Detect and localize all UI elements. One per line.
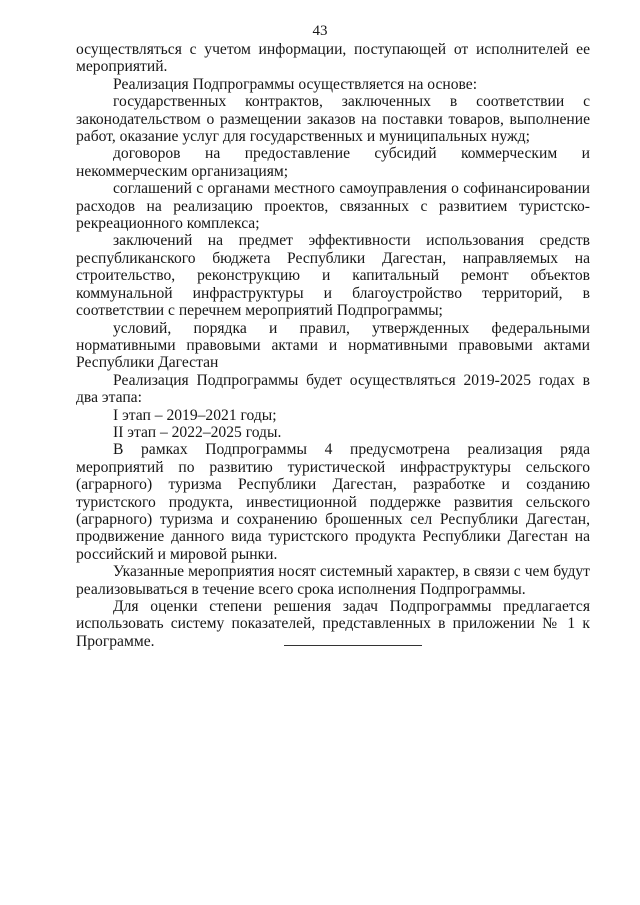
- paragraph: заключений на предмет эффективности использования средств республиканского бюджета Республики Дагестан, направляемых на строительство, реконструкцию и капитальный ремонт объектов коммунальной инфраструктуры и благоустройство территорий, в соответствии с перечнем мероприятий Подпрограммы;: [76, 232, 590, 320]
- paragraph: В рамках Подпрограммы 4 предусмотрена реализация ряда мероприятий по развитию туристической инфраструктуры сельского (аграрного) туризма Республики Дагестан, разработке и созданию туристского продукта, инвестиционной поддержке развития сельского (аграрного) туризма и сохранению брошенных сел Республики Дагестан, продвижение данного вида туристского продукта Республики Дагестан на российский и мировой рынки.: [76, 441, 590, 563]
- paragraph: Реализация Подпрограммы осуществляется на основе:: [113, 75, 478, 93]
- paragraph: договоров на предоставление субсидий коммерческим и некоммерческим организациям;: [76, 145, 590, 180]
- paragraph: I этап – 2019–2021 годы;: [113, 406, 277, 424]
- paragraph: соглашений с органами местного самоуправления о софинансировании расходов на реализацию проектов, связанных с развитием туристско-рекреационного комплекса;: [76, 180, 590, 233]
- paragraph: Для оценки степени решения задач Подпрограммы предлагается использовать систему показателей, представленных в приложении № 1 к Программе.: [76, 598, 590, 650]
- end-divider: [284, 645, 422, 646]
- paragraph: II этап – 2022–2025 годы.: [113, 423, 282, 441]
- paragraph: условий, порядка и правил, утвержденных федеральными нормативными правовыми актами и нормативными правовыми актами Республики Дагестан: [76, 319, 590, 372]
- paragraph: государственных контрактов, заключенных в соответствии с законодательством о размещении заказов на поставки товаров, выполнение работ, оказание услуг для государственных и муниципальных нужд;: [76, 93, 590, 146]
- paragraph-continued: осуществляться с учетом информации, поступающей от исполнителей ее мероприятий.: [76, 41, 590, 76]
- paragraph: Реализация Подпрограммы будет осуществляться 2019-2025 годах в два этапа:: [76, 371, 590, 407]
- document-body: [76, 41, 590, 650]
- paragraph: Указанные мероприятия носят системный характер, в связи с чем будут реализовываться в течение всего срока исполнения Подпрограммы.: [76, 563, 590, 598]
- page-number: 43: [312, 23, 328, 39]
